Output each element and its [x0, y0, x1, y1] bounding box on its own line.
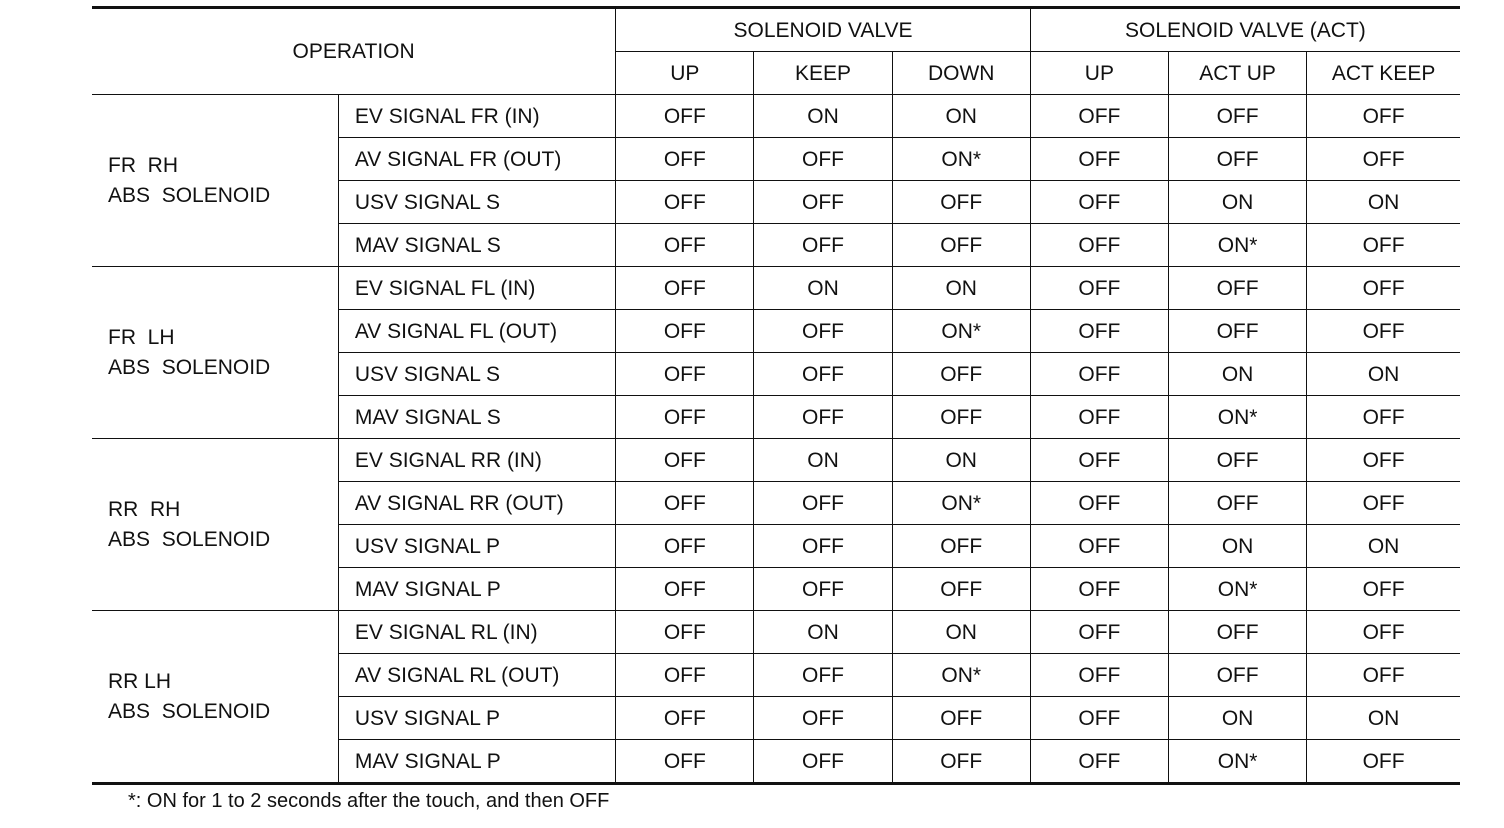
group-label-cell	[92, 95, 338, 267]
solenoid-valve-act-header: SOLENOID VALVE (ACT)	[1030, 8, 1460, 52]
value-cell: OFF	[1168, 439, 1306, 482]
value-cell: OFF	[616, 482, 754, 525]
value-cell: OFF	[754, 654, 892, 697]
group-name-line2: ABS SOLENOID	[108, 355, 271, 379]
value-cell: OFF	[892, 697, 1030, 740]
signal-name-cell: USV SIGNAL P	[338, 525, 615, 568]
value-cell: OFF	[1030, 611, 1168, 654]
value-cell: OFF	[892, 181, 1030, 224]
value-cell: OFF	[754, 697, 892, 740]
value-cell: ON	[1168, 525, 1306, 568]
value-cell: ON	[892, 95, 1030, 138]
value-cell: ON	[754, 611, 892, 654]
value-cell: OFF	[616, 396, 754, 439]
value-cell: OFF	[1307, 95, 1460, 138]
value-cell: ON*	[1168, 396, 1306, 439]
value-cell: OFF	[1168, 95, 1306, 138]
value-cell: OFF	[754, 525, 892, 568]
group-name-line1: FR RH	[108, 153, 178, 177]
value-cell: OFF	[1030, 181, 1168, 224]
value-cell: ON*	[892, 482, 1030, 525]
signal-name-cell: USV SIGNAL P	[338, 697, 615, 740]
column-header-act-up-base: UP	[1030, 52, 1168, 95]
value-cell: ON*	[892, 310, 1030, 353]
value-cell: OFF	[1030, 697, 1168, 740]
signal-name-cell: EV SIGNAL FR (IN)	[338, 95, 615, 138]
value-cell: ON	[1168, 697, 1306, 740]
value-cell: OFF	[1307, 138, 1460, 181]
value-cell: ON	[1168, 353, 1306, 396]
signal-name-cell: MAV SIGNAL S	[338, 396, 615, 439]
table-row	[92, 439, 1460, 482]
value-cell: OFF	[1168, 267, 1306, 310]
value-cell: OFF	[1307, 740, 1460, 784]
value-cell: OFF	[754, 310, 892, 353]
value-cell: OFF	[754, 224, 892, 267]
signal-name-cell: EV SIGNAL RR (IN)	[338, 439, 615, 482]
value-cell: OFF	[1030, 396, 1168, 439]
value-cell: OFF	[616, 697, 754, 740]
value-cell: OFF	[1168, 310, 1306, 353]
value-cell: OFF	[892, 568, 1030, 611]
table-header	[92, 8, 1460, 95]
value-cell: OFF	[616, 740, 754, 784]
column-header-down: DOWN	[892, 52, 1030, 95]
table-row	[92, 611, 1460, 654]
footnote: *: ON for 1 to 2 seconds after the touch, and then OFF	[128, 790, 610, 812]
signal-name-cell: AV SIGNAL RL (OUT)	[338, 654, 615, 697]
value-cell: OFF	[754, 482, 892, 525]
value-cell: OFF	[616, 138, 754, 181]
signal-name-cell: MAV SIGNAL P	[338, 740, 615, 784]
solenoid-operation-table	[92, 6, 1460, 785]
value-cell: OFF	[892, 353, 1030, 396]
group-label-cell	[92, 267, 338, 439]
signal-name-cell: AV SIGNAL FL (OUT)	[338, 310, 615, 353]
value-cell: ON*	[1168, 568, 1306, 611]
value-cell: OFF	[1030, 267, 1168, 310]
value-cell: OFF	[754, 396, 892, 439]
value-cell: ON*	[892, 138, 1030, 181]
value-cell: OFF	[616, 525, 754, 568]
signal-name-cell: AV SIGNAL FR (OUT)	[338, 138, 615, 181]
value-cell: OFF	[754, 138, 892, 181]
value-cell: OFF	[892, 740, 1030, 784]
value-cell: OFF	[1307, 396, 1460, 439]
value-cell: OFF	[1168, 138, 1306, 181]
value-cell: OFF	[616, 568, 754, 611]
value-cell: ON	[754, 95, 892, 138]
value-cell: OFF	[1307, 224, 1460, 267]
signal-name-cell: AV SIGNAL RR (OUT)	[338, 482, 615, 525]
value-cell: OFF	[616, 224, 754, 267]
group-name-line1: RR RH	[108, 497, 181, 521]
column-header-up: UP	[616, 52, 754, 95]
signal-name-cell: EV SIGNAL FL (IN)	[338, 267, 615, 310]
value-cell: OFF	[1030, 654, 1168, 697]
group-name-line1: RR LH	[108, 669, 172, 693]
value-cell: OFF	[1030, 568, 1168, 611]
group-name-line2: ABS SOLENOID	[108, 527, 271, 551]
value-cell: OFF	[1168, 611, 1306, 654]
value-cell: OFF	[754, 181, 892, 224]
value-cell: OFF	[1307, 482, 1460, 525]
group-label-cell	[92, 439, 338, 611]
value-cell: OFF	[1030, 353, 1168, 396]
value-cell: ON	[892, 267, 1030, 310]
table-body	[92, 95, 1460, 784]
group-name-line1: FR LH	[108, 325, 175, 349]
value-cell: ON	[1168, 181, 1306, 224]
value-cell: ON	[1307, 181, 1460, 224]
value-cell: ON	[754, 267, 892, 310]
value-cell: OFF	[616, 654, 754, 697]
value-cell: OFF	[616, 181, 754, 224]
column-header-keep: KEEP	[754, 52, 892, 95]
signal-name-cell: MAV SIGNAL S	[338, 224, 615, 267]
value-cell: ON*	[1168, 224, 1306, 267]
value-cell: OFF	[1307, 267, 1460, 310]
signal-name-cell: USV SIGNAL S	[338, 181, 615, 224]
value-cell: ON	[1307, 525, 1460, 568]
solenoid-valve-header: SOLENOID VALVE	[616, 8, 1031, 52]
value-cell: OFF	[1307, 439, 1460, 482]
value-cell: OFF	[1030, 224, 1168, 267]
value-cell: ON	[754, 439, 892, 482]
value-cell: ON	[892, 439, 1030, 482]
value-cell: OFF	[892, 525, 1030, 568]
group-name-line2: ABS SOLENOID	[108, 699, 271, 723]
value-cell: OFF	[1168, 482, 1306, 525]
table-row	[92, 267, 1460, 310]
value-cell: OFF	[754, 568, 892, 611]
value-cell: OFF	[754, 740, 892, 784]
value-cell: ON	[1307, 697, 1460, 740]
table-row	[92, 95, 1460, 138]
value-cell: OFF	[1307, 310, 1460, 353]
value-cell: ON*	[892, 654, 1030, 697]
value-cell: OFF	[1307, 568, 1460, 611]
value-cell: OFF	[1030, 740, 1168, 784]
value-cell: OFF	[1030, 310, 1168, 353]
column-header-act-keep: ACT KEEP	[1307, 52, 1460, 95]
value-cell: OFF	[1307, 654, 1460, 697]
value-cell: OFF	[892, 396, 1030, 439]
value-cell: OFF	[616, 310, 754, 353]
value-cell: OFF	[616, 439, 754, 482]
value-cell: OFF	[1168, 654, 1306, 697]
operation-header: OPERATION	[92, 8, 616, 95]
value-cell: OFF	[616, 95, 754, 138]
value-cell: OFF	[1030, 482, 1168, 525]
group-label-cell	[92, 611, 338, 784]
value-cell: OFF	[754, 353, 892, 396]
value-cell: OFF	[616, 267, 754, 310]
signal-name-cell: EV SIGNAL RL (IN)	[338, 611, 615, 654]
value-cell: OFF	[1030, 138, 1168, 181]
value-cell: ON	[1307, 353, 1460, 396]
solenoid-operation-table-wrapper	[92, 6, 1460, 785]
value-cell: OFF	[616, 611, 754, 654]
value-cell: OFF	[892, 224, 1030, 267]
value-cell: OFF	[1030, 95, 1168, 138]
value-cell: OFF	[616, 353, 754, 396]
value-cell: ON	[892, 611, 1030, 654]
group-name-line2: ABS SOLENOID	[108, 183, 271, 207]
value-cell: OFF	[1030, 525, 1168, 568]
column-header-act-up: ACT UP	[1168, 52, 1306, 95]
value-cell: ON*	[1168, 740, 1306, 784]
value-cell: OFF	[1307, 611, 1460, 654]
signal-name-cell: USV SIGNAL S	[338, 353, 615, 396]
value-cell: OFF	[1030, 439, 1168, 482]
signal-name-cell: MAV SIGNAL P	[338, 568, 615, 611]
